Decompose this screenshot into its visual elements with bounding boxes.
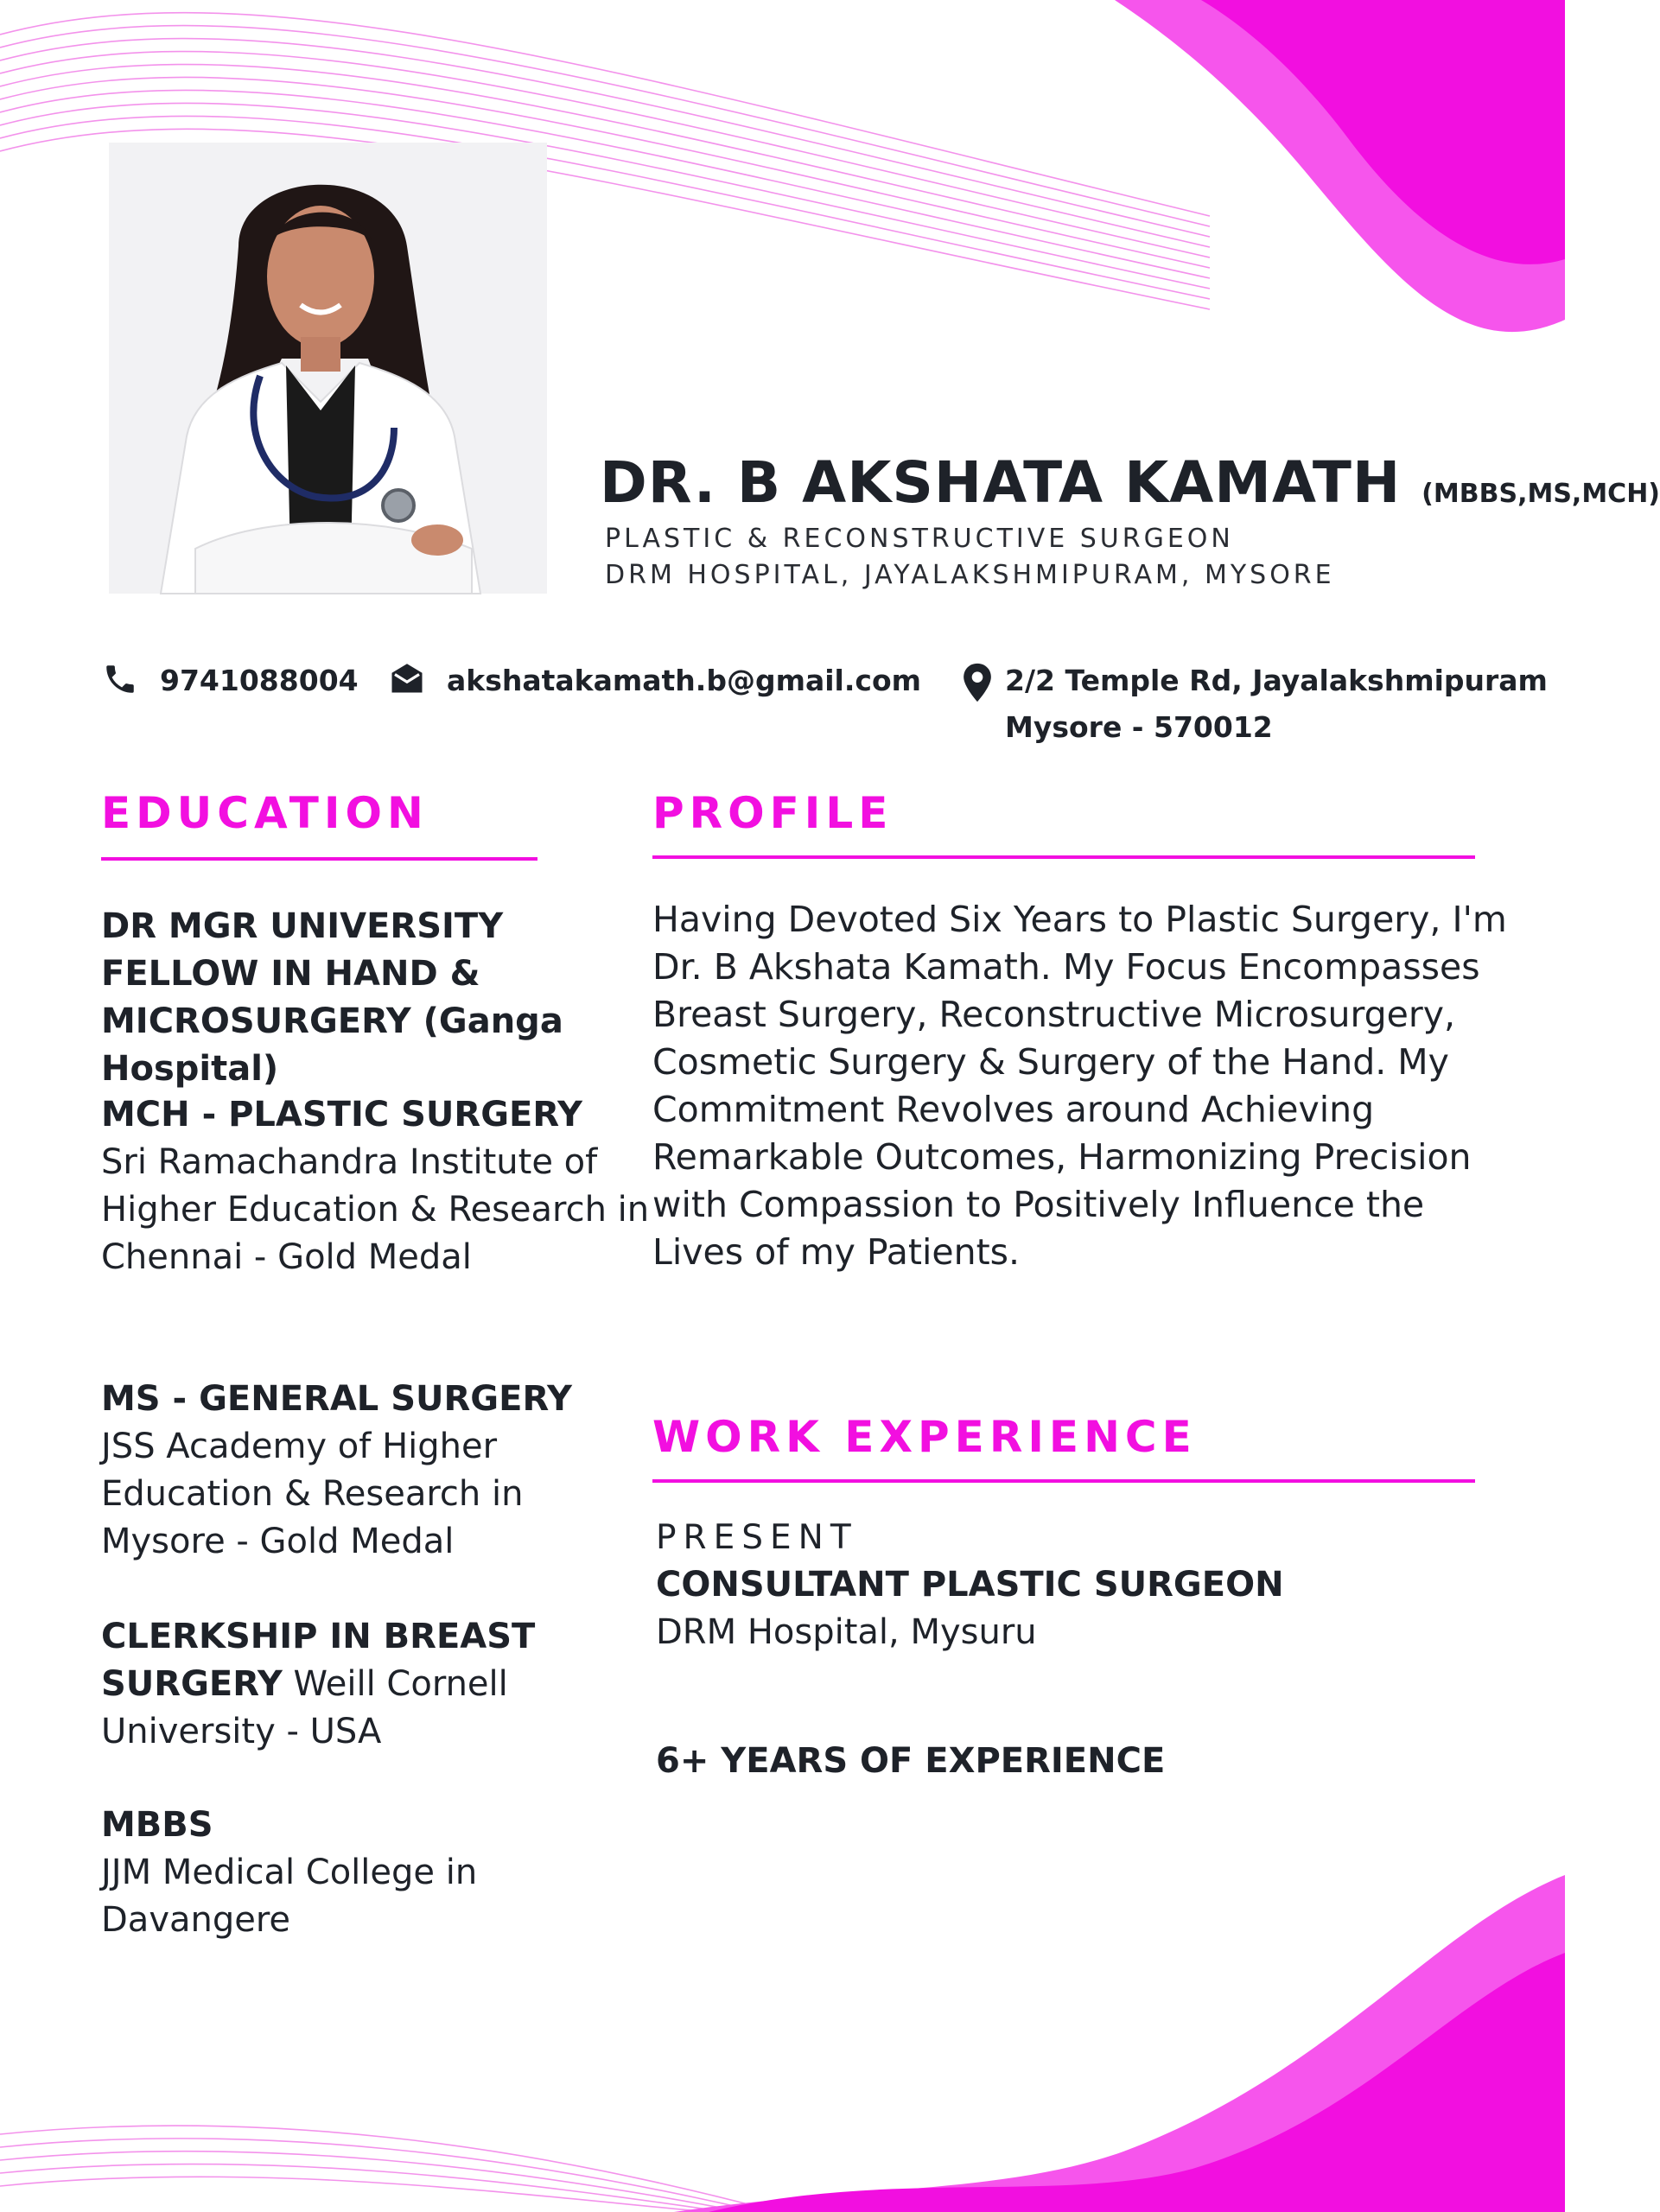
email-address[interactable]: akshatakamath.b@gmail.com [447,664,922,697]
work-place: DRM Hospital, Mysuru [656,1612,1037,1652]
education-item-title: DR MGR UNIVERSITY FELLOW IN HAND & MICROSURGERY (Ganga Hospital) [101,906,563,1089]
profile-text: Having Devoted Six Years to Plastic Surgery, I'm Dr. B Akshata Kamath. My Focus Encompasses Breast Surgery, Reconstructive Microsurgery, Cosmetic Surgery & Surgery of the Hand. My Commitment Revolves around Achieving Remarkable Outcomes, Harmonizing Precision with Compassion to Positively Influence the Lives of my Patients. [652,899,1507,1273]
education-item-title: MCH - PLASTIC SURGERY [101,1095,582,1135]
phone-icon [102,661,138,697]
education-item-title: MBBS [101,1805,213,1845]
education-item-title: CLERKSHIP IN BREAST SURGERY [101,1617,536,1704]
experience-summary: 6+ YEARS OF EXPERIENCE [656,1741,1166,1781]
education-item-clerkship [101,1613,585,1756]
profile-divider [652,855,1475,859]
doctor-name [600,449,1660,516]
credentials: (MBBS,MS,MCH) [1421,479,1660,509]
job-title: PLASTIC & RECONSTRUCTIVE SURGEON [605,524,1234,554]
work-experience-divider [652,1479,1475,1483]
phone-number[interactable]: 9741088004 [160,664,359,697]
name-text: DR. B AKSHATA KAMATH [600,449,1402,516]
education-item-ms [101,1376,654,1566]
address-line-1: 2/2 Temple Rd, Jayalakshmipuram [1005,664,1548,697]
education-item-detail: Sri Ramachandra Institute of Higher Education & Research in Chennai - Gold Medal [101,1142,650,1277]
work-period: PRESENT [656,1518,858,1557]
mail-icon [389,660,425,695]
work-role: CONSULTANT PLASTIC SURGEON [656,1565,1284,1605]
address-line-2: Mysore - 570012 [1005,710,1273,744]
top-right-pink-wave [951,0,1565,346]
education-item-mbbs [101,1802,654,1944]
education-item-detail: JSS Academy of Higher Education & Research in Mysore - Gold Medal [101,1427,524,1561]
work-experience-heading: WORK EXPERIENCE [652,1412,1197,1462]
education-heading: EDUCATION [101,788,429,838]
education-divider [101,857,537,861]
profile-photo [109,143,547,594]
profile-heading: PROFILE [652,788,894,838]
doctor-portrait-illustration [109,143,547,594]
education-item-fellowship [101,903,654,1093]
education-item-detail: JJM Medical College in Davangere [101,1853,478,1940]
education-item-title: MS - GENERAL SURGERY [101,1379,573,1419]
location-pin-icon [961,662,994,703]
bottom-right-pink-wave [674,1858,1565,2212]
education-item-mch [101,1091,654,1281]
hospital-line: DRM HOSPITAL, JAYALAKSHMIPURAM, MYSORE [605,560,1335,590]
bottom-left-wave-lines [0,2108,864,2212]
education-item-detail: Weill Cornell University - USA [101,1664,508,1751]
